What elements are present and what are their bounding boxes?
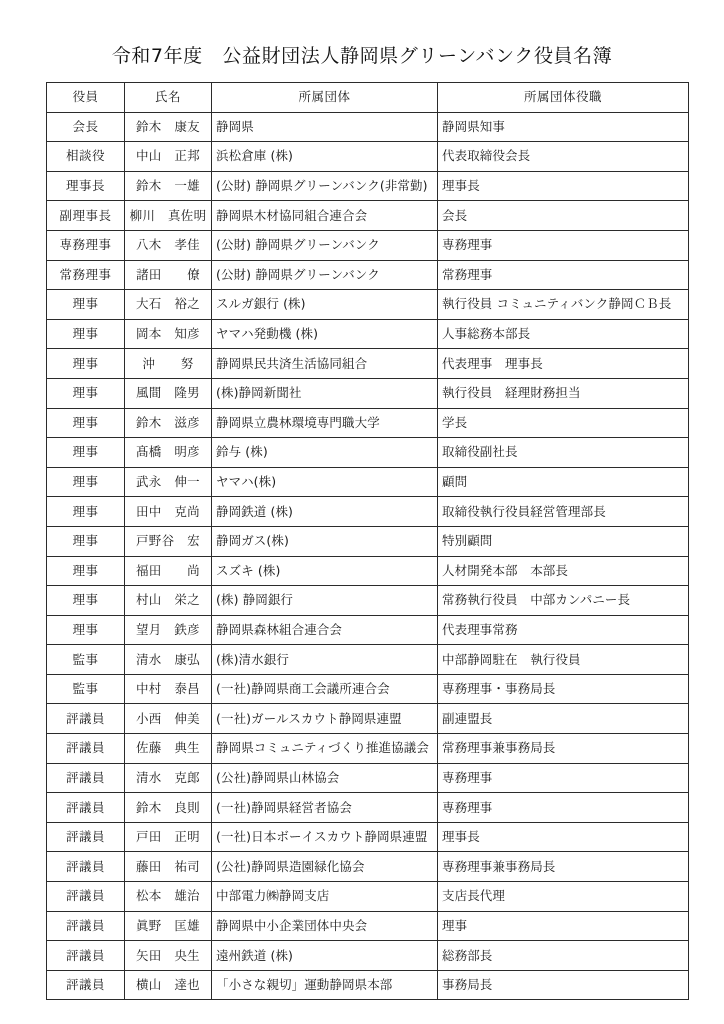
table-row bbox=[47, 586, 689, 616]
member-organization-title: 常務理事 bbox=[438, 260, 689, 290]
member-organization: スルガ銀行 (株) bbox=[212, 290, 438, 320]
member-role: 副理事長 bbox=[47, 201, 125, 231]
member-organization: (公財) 静岡県グリーンバンク bbox=[212, 230, 438, 260]
member-name: 戸田 正明 bbox=[125, 822, 212, 852]
member-organization: 静岡県木材協同組合連合会 bbox=[212, 201, 438, 231]
member-role: 理事 bbox=[47, 438, 125, 468]
member-name: 矢田 央生 bbox=[125, 941, 212, 971]
member-organization: 静岡県民共済生活協同組合 bbox=[212, 349, 438, 379]
member-role: 理事 bbox=[47, 349, 125, 379]
table-row bbox=[47, 408, 689, 438]
member-role: 会長 bbox=[47, 112, 125, 142]
member-role: 監事 bbox=[47, 645, 125, 675]
member-name: 沖 努 bbox=[125, 349, 212, 379]
member-organization-title: 顧問 bbox=[438, 467, 689, 497]
member-organization-title: 会長 bbox=[438, 201, 689, 231]
member-organization: (公財) 静岡県グリーンバンク(非常勤) bbox=[212, 171, 438, 201]
member-organization-title: 事務局長 bbox=[438, 970, 689, 1000]
member-organization-title: 常務理事兼事務局長 bbox=[438, 734, 689, 764]
member-name: 髙橋 明彦 bbox=[125, 438, 212, 468]
table-row bbox=[47, 497, 689, 527]
member-organization-title: 副連盟長 bbox=[438, 704, 689, 734]
member-role: 専務理事 bbox=[47, 230, 125, 260]
member-organization: (株)清水銀行 bbox=[212, 645, 438, 675]
member-name: 松本 雄治 bbox=[125, 882, 212, 912]
member-role: 評議員 bbox=[47, 763, 125, 793]
member-role: 理事 bbox=[47, 319, 125, 349]
member-organization-title: 代表理事 理事長 bbox=[438, 349, 689, 379]
table-row bbox=[47, 793, 689, 823]
member-name: 村山 栄之 bbox=[125, 586, 212, 616]
member-role: 理事 bbox=[47, 556, 125, 586]
member-organization: 静岡県森林組合連合会 bbox=[212, 615, 438, 645]
member-role: 評議員 bbox=[47, 970, 125, 1000]
member-organization-title: 専務理事・事務局長 bbox=[438, 674, 689, 704]
member-role: 理事 bbox=[47, 408, 125, 438]
member-name: 佐藤 典生 bbox=[125, 734, 212, 764]
member-name: 鈴木 滋彦 bbox=[125, 408, 212, 438]
column-header-title: 所属団体役職 bbox=[438, 83, 689, 113]
table-row bbox=[47, 142, 689, 172]
member-organization-title: 学長 bbox=[438, 408, 689, 438]
page-title: 令和7年度 公益財団法人静岡県グリーンバンク役員名簿 bbox=[111, 45, 613, 67]
column-header-role: 役員 bbox=[47, 83, 125, 113]
member-name: 藤田 祐司 bbox=[125, 852, 212, 882]
table-row bbox=[47, 911, 689, 941]
table-header bbox=[47, 83, 689, 113]
member-organization-title: 代表取締役会長 bbox=[438, 142, 689, 172]
member-organization-title: 中部静岡駐在 執行役員 bbox=[438, 645, 689, 675]
member-organization: (公財) 静岡県グリーンバンク bbox=[212, 260, 438, 290]
member-organization: 鈴与 (株) bbox=[212, 438, 438, 468]
table-row bbox=[47, 556, 689, 586]
table-row bbox=[47, 882, 689, 912]
table-body bbox=[47, 112, 689, 1000]
member-organization: (一社)静岡県商工会議所連合会 bbox=[212, 674, 438, 704]
table-row bbox=[47, 201, 689, 231]
member-organization-title: 専務理事 bbox=[438, 230, 689, 260]
member-organization: (一社)静岡県経営者協会 bbox=[212, 793, 438, 823]
member-role: 評議員 bbox=[47, 822, 125, 852]
table-row bbox=[47, 822, 689, 852]
table-row bbox=[47, 230, 689, 260]
roster-table bbox=[46, 82, 689, 1000]
column-header-name: 氏名 bbox=[125, 83, 212, 113]
member-organization-title: 取締役執行役員経営管理部長 bbox=[438, 497, 689, 527]
table-row bbox=[47, 645, 689, 675]
member-role: 理事 bbox=[47, 497, 125, 527]
member-role: 常務理事 bbox=[47, 260, 125, 290]
member-organization: 遠州鉄道 (株) bbox=[212, 941, 438, 971]
member-organization: 「小さな親切」運動静岡県本部 bbox=[212, 970, 438, 1000]
member-name: 小西 伸美 bbox=[125, 704, 212, 734]
member-organization-title: 執行役員 コミュニティバンク静岡ＣＢ長 bbox=[438, 290, 689, 320]
member-role: 相談役 bbox=[47, 142, 125, 172]
member-organization-title: 代表理事常務 bbox=[438, 615, 689, 645]
member-role: 理事 bbox=[47, 586, 125, 616]
member-organization: 中部電力㈱静岡支店 bbox=[212, 882, 438, 912]
member-organization-title: 総務部長 bbox=[438, 941, 689, 971]
table-row bbox=[47, 438, 689, 468]
member-organization: (公社)静岡県造園緑化協会 bbox=[212, 852, 438, 882]
member-organization-title: 特別顧問 bbox=[438, 526, 689, 556]
member-name: 中村 泰昌 bbox=[125, 674, 212, 704]
member-role: 理事 bbox=[47, 615, 125, 645]
member-name: 鈴木 康友 bbox=[125, 112, 212, 142]
member-role: 評議員 bbox=[47, 793, 125, 823]
table-row bbox=[47, 112, 689, 142]
table-row bbox=[47, 704, 689, 734]
member-role: 評議員 bbox=[47, 882, 125, 912]
member-name: 柳川 真佐明 bbox=[125, 201, 212, 231]
member-organization-title: 専務理事 bbox=[438, 793, 689, 823]
member-role: 理事 bbox=[47, 467, 125, 497]
member-organization: 静岡県 bbox=[212, 112, 438, 142]
table-row bbox=[47, 674, 689, 704]
member-organization-title: 人材開発本部 本部長 bbox=[438, 556, 689, 586]
table-row bbox=[47, 852, 689, 882]
member-organization: 静岡ガス(株) bbox=[212, 526, 438, 556]
member-role: 理事 bbox=[47, 526, 125, 556]
member-organization: 静岡県中小企業団体中央会 bbox=[212, 911, 438, 941]
table-row bbox=[47, 526, 689, 556]
member-organization: (株)静岡新聞社 bbox=[212, 378, 438, 408]
member-organization-title: 専務理事兼事務局長 bbox=[438, 852, 689, 882]
table-row bbox=[47, 615, 689, 645]
member-organization-title: 静岡県知事 bbox=[438, 112, 689, 142]
table-row bbox=[47, 171, 689, 201]
member-name: 横山 達也 bbox=[125, 970, 212, 1000]
member-organization-title: 理事長 bbox=[438, 822, 689, 852]
member-organization: 浜松倉庫 (株) bbox=[212, 142, 438, 172]
table-row bbox=[47, 467, 689, 497]
member-name: 鈴木 一雄 bbox=[125, 171, 212, 201]
member-organization: (公社)静岡県山林協会 bbox=[212, 763, 438, 793]
roster-table-container bbox=[46, 82, 688, 1000]
member-name: 諸田 僚 bbox=[125, 260, 212, 290]
member-organization: スズキ (株) bbox=[212, 556, 438, 586]
member-organization-title: 常務執行役員 中部カンパニー長 bbox=[438, 586, 689, 616]
member-name: 戸野谷 宏 bbox=[125, 526, 212, 556]
column-header-org: 所属団体 bbox=[212, 83, 438, 113]
table-row bbox=[47, 349, 689, 379]
member-name: 八木 孝佳 bbox=[125, 230, 212, 260]
member-role: 理事 bbox=[47, 378, 125, 408]
member-role: 評議員 bbox=[47, 941, 125, 971]
table-row bbox=[47, 970, 689, 1000]
member-name: 望月 鉄彦 bbox=[125, 615, 212, 645]
table-header-row bbox=[47, 83, 689, 113]
member-role: 評議員 bbox=[47, 734, 125, 764]
member-role: 理事長 bbox=[47, 171, 125, 201]
member-organization: ヤマハ(株) bbox=[212, 467, 438, 497]
member-organization-title: 専務理事 bbox=[438, 763, 689, 793]
member-role: 監事 bbox=[47, 674, 125, 704]
member-name: 大石 裕之 bbox=[125, 290, 212, 320]
member-role: 評議員 bbox=[47, 852, 125, 882]
member-name: 武永 伸一 bbox=[125, 467, 212, 497]
member-organization-title: 人事総務本部長 bbox=[438, 319, 689, 349]
member-organization: (株) 静岡銀行 bbox=[212, 586, 438, 616]
table-row bbox=[47, 734, 689, 764]
member-role: 評議員 bbox=[47, 911, 125, 941]
member-organization-title: 取締役副社長 bbox=[438, 438, 689, 468]
member-organization: 静岡県立農林環境専門職大学 bbox=[212, 408, 438, 438]
table-row bbox=[47, 260, 689, 290]
member-organization: ヤマハ発動機 (株) bbox=[212, 319, 438, 349]
member-name: 眞野 匡雄 bbox=[125, 911, 212, 941]
member-organization: 静岡県コミュニティづくり推進協議会 bbox=[212, 734, 438, 764]
member-name: 岡本 知彦 bbox=[125, 319, 212, 349]
member-name: 風間 隆男 bbox=[125, 378, 212, 408]
member-organization-title: 理事 bbox=[438, 911, 689, 941]
member-name: 中山 正邦 bbox=[125, 142, 212, 172]
table-row bbox=[47, 378, 689, 408]
member-role: 理事 bbox=[47, 290, 125, 320]
member-organization: (一社)ガールスカウト静岡県連盟 bbox=[212, 704, 438, 734]
table-row bbox=[47, 319, 689, 349]
table-row bbox=[47, 290, 689, 320]
table-row bbox=[47, 941, 689, 971]
table-row bbox=[47, 763, 689, 793]
member-organization-title: 執行役員 経理財務担当 bbox=[438, 378, 689, 408]
member-organization: 静岡鉄道 (株) bbox=[212, 497, 438, 527]
member-name: 清水 康弘 bbox=[125, 645, 212, 675]
member-name: 田中 克尚 bbox=[125, 497, 212, 527]
member-name: 鈴木 良則 bbox=[125, 793, 212, 823]
member-name: 福田 尚 bbox=[125, 556, 212, 586]
member-organization-title: 理事長 bbox=[438, 171, 689, 201]
member-organization-title: 支店長代理 bbox=[438, 882, 689, 912]
member-organization: (一社)日本ボーイスカウト静岡県連盟 bbox=[212, 822, 438, 852]
member-name: 清水 克郎 bbox=[125, 763, 212, 793]
member-role: 評議員 bbox=[47, 704, 125, 734]
